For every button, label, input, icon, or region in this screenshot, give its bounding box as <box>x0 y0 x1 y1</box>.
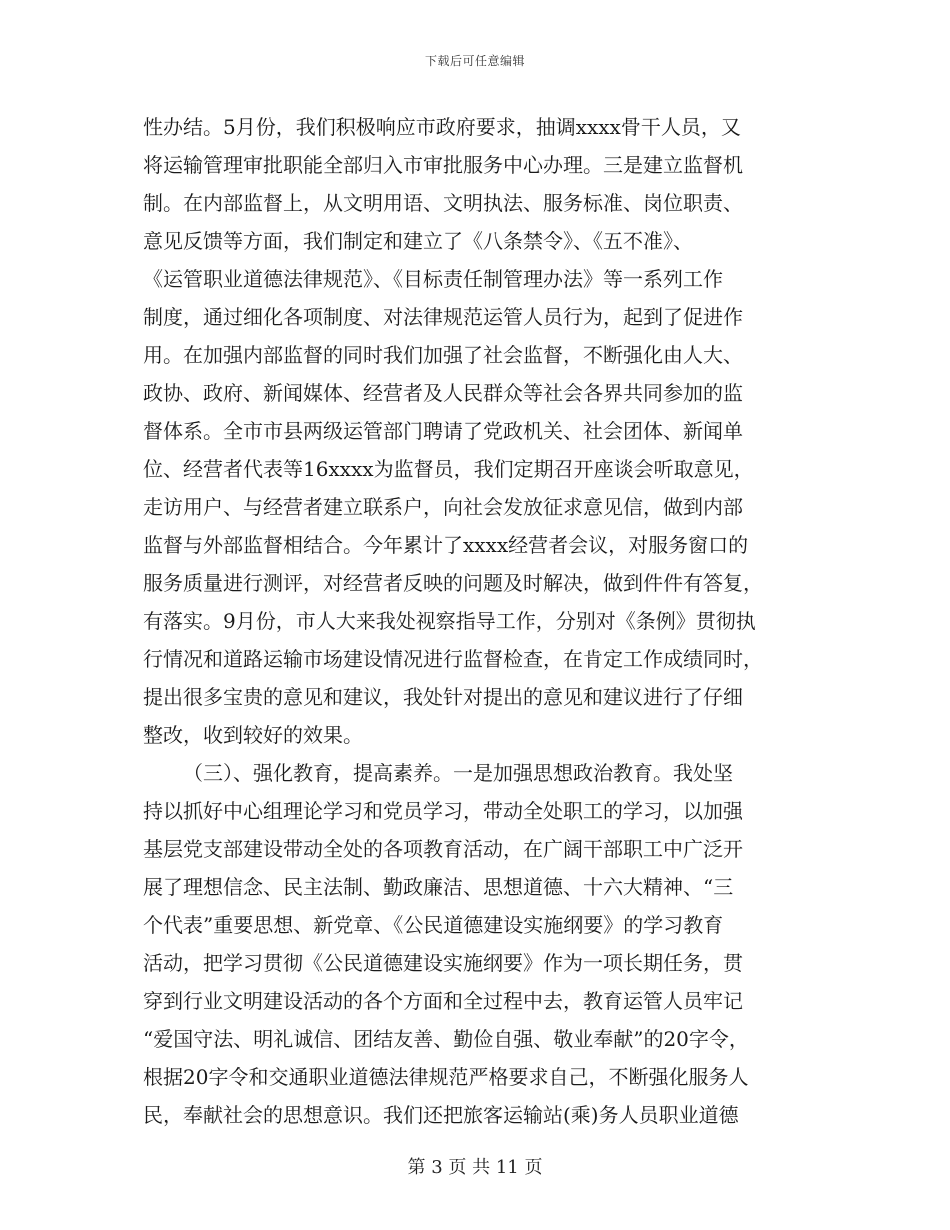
text-line: 活动，把学习贯彻《公民道德建设实施纲要》作为一项长期任务，贯 <box>143 951 743 975</box>
text-line: 穿到行业文明建设活动的各个方面和全过程中去，教育运管人员牢记 <box>143 989 743 1013</box>
text-line: 监督与外部监督相结合。今年累计了xxxx经营者会议，对服务窗口的 <box>143 533 749 557</box>
text-line: 服务质量进行测评，对经营者反映的问题及时解决，做到件件有答复， <box>143 571 763 595</box>
text-line: 督体系。全市市县两级运管部门聘请了党政机关、社会团体、新闻单 <box>143 419 743 443</box>
paragraph-start-line: （三）、强化教育，提高素养。一是加强思想政治教育。我处坚 <box>183 761 733 785</box>
text-line: “爱国守法、明礼诚信、团结友善、勤俭自强、敬业奉献”的20字令， <box>143 1027 749 1051</box>
text-line: 行情况和道路运输市场建设情况进行监督检查，在肯定工作成绩同时， <box>143 647 763 671</box>
text-line: 政协、政府、新闻媒体、经营者及人民群众等社会各界共同参加的监 <box>143 381 743 405</box>
page-footer: 第 3 页 共 11 页 <box>407 1157 543 1178</box>
body-text <box>143 108 811 1134</box>
text-line: 性办结。5月份，我们积极响应市政府要求，抽调xxxx骨干人员，又 <box>143 115 741 139</box>
text-line: 将运输管理审批职能全部归入市审批服务中心办理。三是建立监督机 <box>143 153 743 177</box>
text-line: 个代表”重要思想、新党章、《公民道德建设实施纲要》的学习教育 <box>143 913 724 937</box>
text-line: 制度，通过细化各项制度、对法律规范运管人员行为，起到了促进作 <box>143 305 743 329</box>
text-line: 《运管职业道德法律规范》、《目标责任制管理办法》等一系列工作 <box>143 267 723 291</box>
text-line: 用。在加强内部监督的同时我们加强了社会监督，不断强化由人大、 <box>143 343 743 367</box>
text-line: 整改，收到较好的效果。 <box>143 723 363 747</box>
text-line: 制。在内部监督上，从文明用语、文明执法、服务标准、岗位职责、 <box>143 191 743 215</box>
page-header: 下载后可任意编辑 <box>424 54 525 68</box>
text-line: 根据20字令和交通职业道德法律规范严格要求自己，不断强化服务人 <box>143 1065 749 1089</box>
text-line: 展了理想信念、民主法制、勤政廉洁、思想道德、十六大精神、“三 <box>143 875 734 899</box>
text-line: 意见反馈等方面，我们制定和建立了《八条禁令》、《五不准》、 <box>143 229 693 253</box>
text-line: 位、经营者代表等16xxxx为监督员，我们定期召开座谈会听取意见， <box>143 457 754 481</box>
text-line: 持以抓好中心组理论学习和党员学习，带动全处职工的学习，以加强 <box>143 799 743 823</box>
text-line: 提出很多宝贵的意见和建议，我处针对提出的意见和建议进行了仔细 <box>143 685 743 709</box>
text-line: 有落实。9月份，市人大来我处视察指导工作，分别对《条例》贯彻执 <box>143 609 756 633</box>
text-line: 民，奉献社会的思想意识。我们还把旅客运输站(乘)务人员职业道德 <box>143 1103 739 1127</box>
text-line: 走访用户、与经营者建立联系户，向社会发放征求意见信，做到内部 <box>143 495 743 519</box>
text-line: 基层党支部建设带动全处的各项教育活动，在广阔干部职工中广泛开 <box>143 837 743 861</box>
